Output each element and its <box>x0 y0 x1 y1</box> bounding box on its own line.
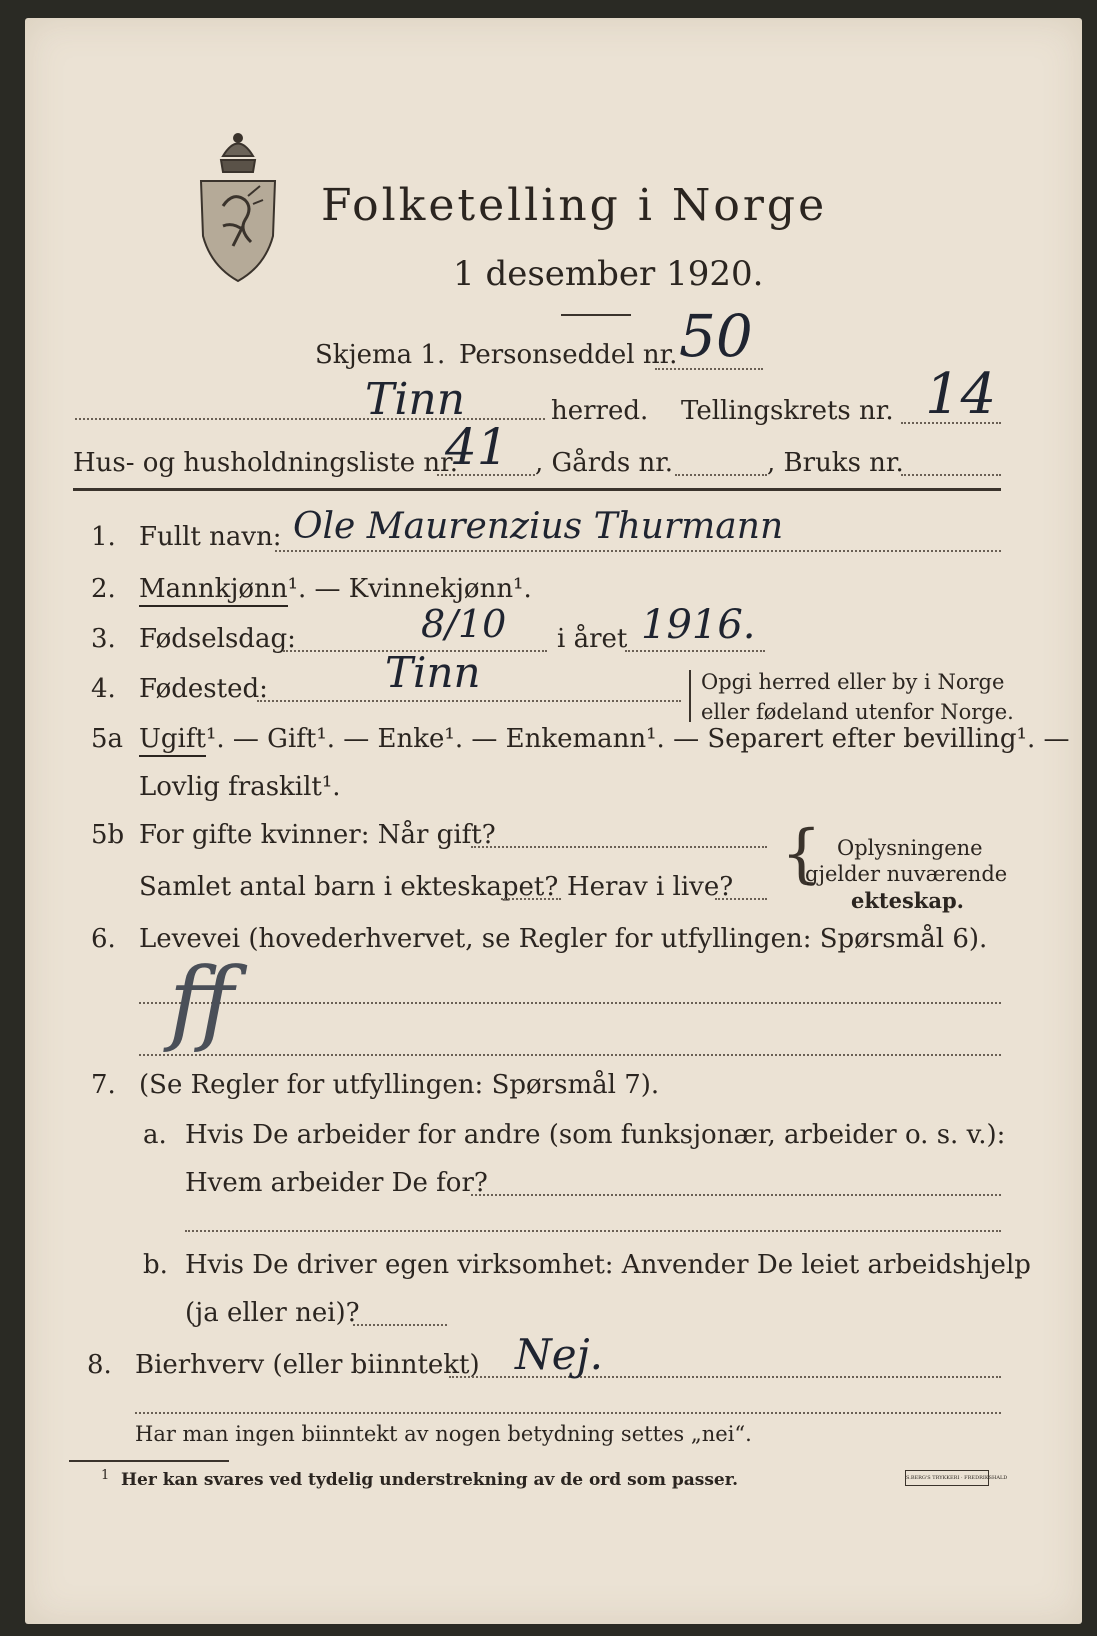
q1-line <box>275 550 1001 552</box>
full-name-value[interactable]: Ole Maurenzius Thurmann <box>293 506 784 547</box>
q5b-line1: For gifte kvinner: Når gift? <box>139 820 496 850</box>
q7b-letter: b. <box>143 1250 168 1280</box>
birth-year-value[interactable]: 1916. <box>641 602 756 648</box>
header-divider <box>73 488 1001 491</box>
hus-label: Hus- og husholdningsliste nr. <box>73 448 459 478</box>
q5b-note-line2: gjelder nuværende <box>805 862 1008 886</box>
q4-line <box>257 700 681 702</box>
q5b-number: 5b <box>91 820 125 850</box>
q3-label: Fødselsdag: <box>139 624 296 654</box>
employer-line2[interactable] <box>185 1230 1001 1232</box>
tellingskrets-label: Tellingskrets nr. <box>681 396 894 426</box>
q8-label: Bierhverv (eller biinntekt) <box>135 1350 480 1380</box>
q2-text <box>139 574 532 604</box>
side-income-value[interactable]: Nej. <box>515 1330 603 1379</box>
hired-help-line[interactable] <box>353 1324 447 1326</box>
q5a-rest: ¹. — Gift¹. — Enke¹. — Enkemann¹. — Separert efter bevilling¹. — <box>205 724 1070 754</box>
q7a-letter: a. <box>143 1120 167 1150</box>
schema-label: Skjema 1. <box>315 340 446 370</box>
q2-rest: ¹. — Kvinnekjønn¹. <box>287 574 532 604</box>
year-line <box>625 650 765 652</box>
personseddel-label: Personseddel nr. <box>459 340 678 370</box>
occupation-mark[interactable]: ff <box>169 948 235 1055</box>
q4-note-bracket <box>689 670 691 722</box>
q5b-alive-label: Herav i live? <box>567 872 734 902</box>
alive-line[interactable] <box>715 898 767 900</box>
q6-label: Levevei (hovederhvervet, se Regler for utfyllingen: Spørsmål 6). <box>139 924 988 954</box>
q7-number: 7. <box>91 1070 116 1100</box>
q1-number: 1. <box>91 522 116 552</box>
hus-value[interactable]: 41 <box>445 418 509 476</box>
form-title: Folketelling i Norge <box>321 180 828 231</box>
male-option[interactable]: Mannkjønn <box>139 574 288 607</box>
bruks-line[interactable] <box>901 474 1001 476</box>
q3-number: 3. <box>91 624 116 654</box>
q8-note: Har man ingen biinntekt av nogen betydning settes „nei“. <box>135 1422 752 1446</box>
q7a-text: Hvis De arbeider for andre (som funksjonær, arbeider o. s. v.): <box>185 1120 1006 1150</box>
q5a-number: 5a <box>91 724 124 754</box>
gaards-line[interactable] <box>675 474 767 476</box>
birth-date-value[interactable]: 8/10 <box>421 602 507 646</box>
gaards-label: , Gårds nr. <box>535 448 674 478</box>
married-when-line[interactable] <box>471 846 767 848</box>
herred-value[interactable]: Tinn <box>365 374 466 425</box>
unmarried-option[interactable]: Ugift <box>139 724 206 757</box>
q8-number: 8. <box>87 1350 112 1380</box>
q8-line2[interactable] <box>135 1412 1001 1414</box>
q6-line1[interactable] <box>139 1002 1001 1004</box>
q4-note-line1: Opgi herred eller by i Norge <box>701 670 1005 694</box>
q7b-question: (ja eller nei)? <box>185 1298 360 1328</box>
bruks-label: , Bruks nr. <box>767 448 904 478</box>
q7b-text: Hvis De driver egen virksomhet: Anvender De leiet arbeidshjelp <box>185 1250 1031 1280</box>
children-line[interactable] <box>501 898 561 900</box>
q2-number: 2. <box>91 574 116 604</box>
q5b-brace: { <box>781 817 822 891</box>
q5a-text <box>139 724 1070 754</box>
q5b-note-line3: ekteskap. <box>851 888 964 913</box>
footnote-mark: 1 <box>101 1468 110 1483</box>
title-divider <box>561 314 631 316</box>
personseddel-value[interactable]: 50 <box>679 302 753 370</box>
census-date: 1 desember 1920. <box>453 254 764 294</box>
q7-label: (Se Regler for utfyllingen: Spørsmål 7). <box>139 1070 660 1100</box>
herred-label: herred. <box>551 396 649 426</box>
q4-label: Fødested: <box>139 674 268 704</box>
q1-label: Fullt navn: <box>139 522 282 552</box>
year-label: i året <box>557 624 628 654</box>
q6-number: 6. <box>91 924 116 954</box>
q6-line2[interactable] <box>139 1054 1001 1056</box>
q5a-line2: Lovlig fraskilt¹. <box>139 772 341 802</box>
printer-stamp: S.BERG'S TRYKKERI · FREDRIKSHALD <box>905 1470 989 1486</box>
footnote-divider <box>69 1460 229 1462</box>
q4-number: 4. <box>91 674 116 704</box>
q7a-question: Hvem arbeider De for? <box>185 1168 488 1198</box>
q5b-children-label: Samlet antal barn i ekteskapet? <box>139 872 559 902</box>
norway-coat-of-arms-icon <box>193 126 283 286</box>
employer-line[interactable] <box>471 1194 1001 1196</box>
census-form-page <box>25 18 1082 1624</box>
q4-note-line2: eller fødeland utenfor Norge. <box>701 700 1014 724</box>
footnote-text: Her kan svares ved tydelig understrekning av de ord som passer. <box>121 1470 739 1490</box>
q5b-note-line1: Oplysningene <box>837 836 983 860</box>
tellingskrets-value[interactable]: 14 <box>925 362 997 427</box>
birthplace-value[interactable]: Tinn <box>385 648 481 697</box>
